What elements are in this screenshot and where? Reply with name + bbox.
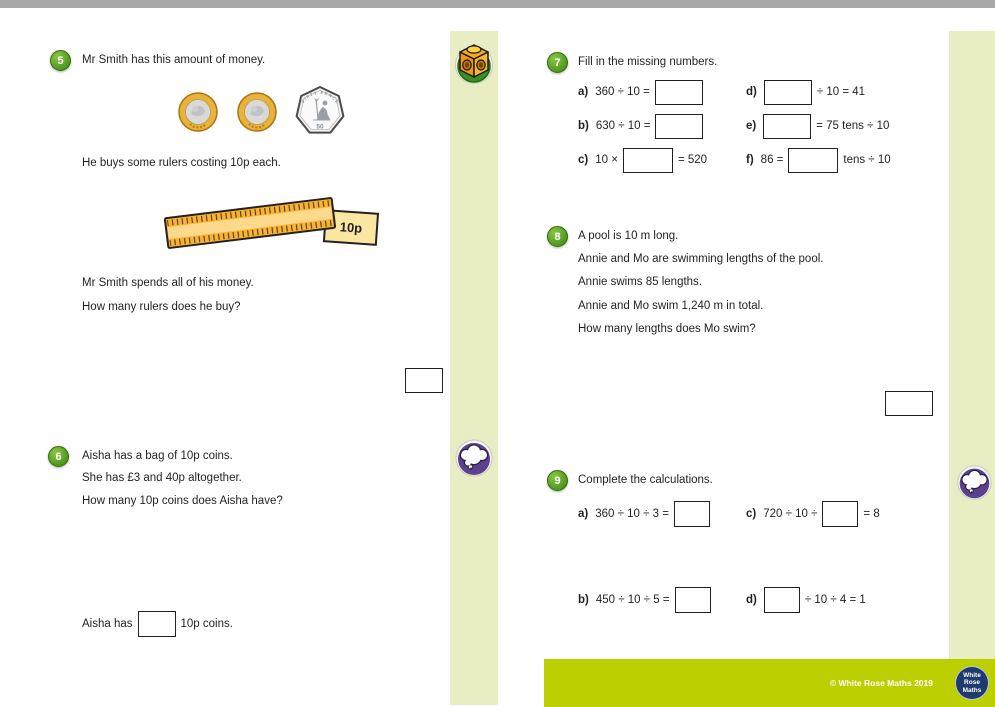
q6-answer-post: 10p coins.: [180, 618, 233, 630]
fifty-pence-coin-icon: [295, 86, 345, 136]
q7-answer-box-a[interactable]: [655, 80, 703, 105]
q5-line3: Mr Smith spends all of his money.: [82, 277, 254, 289]
item-pre: 450 ÷ 10 ÷ 5 =: [595, 594, 670, 606]
q6-answer-row: [82, 611, 233, 637]
item-pre: 360 ÷ 10 ÷ 3 =: [595, 508, 669, 520]
question-6-number: 6: [48, 446, 69, 467]
logo-line: White: [963, 672, 981, 680]
q7-item-f: [746, 147, 891, 173]
copyright-text: © White Rose Maths 2019: [829, 678, 933, 688]
item-label: d): [746, 594, 757, 606]
item-post: tens ÷ 10: [843, 154, 891, 166]
two-pound-coin-icon: [237, 92, 277, 132]
q8-line3: Annie swims 85 lengths.: [578, 276, 703, 288]
thought-bubble-icon: [454, 438, 494, 478]
q6-line2: She has £3 and 40p altogether.: [82, 472, 242, 484]
footer-bar: [544, 659, 995, 707]
item-post: = 520: [677, 154, 708, 166]
q7-answer-box-c[interactable]: [623, 148, 673, 173]
item-post: = 75 tens ÷ 10: [816, 120, 890, 132]
thought-bubble-icon: [956, 464, 993, 501]
fifty-pence-value: 50: [316, 123, 324, 131]
q8-line1: A pool is 10 m long.: [578, 230, 679, 242]
q9-item-c: [746, 501, 880, 527]
q9-answer-box-c[interactable]: [822, 501, 858, 527]
q9-answer-box-b[interactable]: [675, 587, 711, 613]
item-pre: 10 ×: [595, 154, 618, 166]
q7-item-a: [578, 79, 703, 105]
q7-item-c: [578, 147, 707, 173]
q9-item-b: [578, 587, 711, 613]
q8-line2: Annie and Mo are swimming lengths of the pool.: [578, 253, 824, 265]
q7-item-d: [746, 79, 865, 105]
q8-line4: Annie and Mo swim 1,240 m in total.: [578, 300, 764, 312]
q6-answer-pre: Aisha has: [82, 618, 133, 630]
question-9-number: 9: [547, 470, 568, 491]
q7-answer-box-d[interactable]: [764, 80, 812, 105]
q6-answer-box[interactable]: [138, 611, 176, 637]
q5-line2: He buys some rulers costing 10p each.: [82, 157, 281, 169]
q5-line1: Mr Smith has this amount of money.: [82, 54, 266, 66]
q5-answer-box[interactable]: [405, 368, 443, 393]
q6-line3: How many 10p coins does Aisha have?: [82, 495, 283, 507]
q8-answer-box[interactable]: [885, 391, 933, 416]
item-label: d): [746, 86, 757, 98]
question-7-number: 7: [547, 52, 568, 73]
item-label: c): [746, 508, 757, 520]
q9-item-a: [578, 501, 710, 527]
item-post: = 8: [863, 508, 880, 520]
item-pre: 630 ÷ 10 =: [595, 120, 651, 132]
item-post: ÷ 10 ÷ 4 = 1: [804, 594, 866, 606]
right-divider-strip: [949, 31, 995, 659]
q6-line1: Aisha has a bag of 10p coins.: [82, 450, 233, 462]
item-post: ÷ 10 = 41: [816, 86, 866, 98]
item-pre: 720 ÷ 10 ÷: [763, 508, 818, 520]
question-8-number: 8: [547, 226, 568, 247]
q7-item-b: [578, 113, 703, 139]
ruler: [165, 198, 335, 248]
logo-line: Rose: [964, 679, 980, 687]
item-label: c): [578, 154, 589, 166]
item-pre: 86 =: [760, 154, 784, 166]
white-rose-maths-logo: [955, 666, 989, 700]
q7-title: Fill in the missing numbers.: [578, 56, 718, 68]
ruler-with-price-tag-icon: [158, 186, 388, 260]
fifty-pence-arc-text: FIFTY PENCE: [300, 90, 341, 106]
item-label: b): [578, 120, 589, 132]
price-tag-label: 10p: [339, 219, 363, 236]
q9-answer-box-a[interactable]: [674, 501, 710, 527]
q8-line5: How many lengths does Mo swim?: [578, 323, 756, 335]
item-label: f): [746, 154, 754, 166]
q9-title: Complete the calculations.: [578, 474, 713, 486]
item-label: e): [746, 120, 757, 132]
two-pound-coin-icon: [178, 92, 218, 132]
top-border-bar: [0, 0, 995, 8]
q7-answer-box-f[interactable]: [788, 148, 838, 173]
place-value-cube-icon: [453, 41, 495, 85]
item-label: b): [578, 594, 589, 606]
item-label: a): [578, 86, 589, 98]
logo-line: Maths: [962, 686, 982, 694]
q7-answer-box-b[interactable]: [655, 114, 703, 139]
middle-divider-strip: [450, 31, 498, 705]
item-pre: 360 ÷ 10 =: [595, 86, 650, 98]
q9-answer-box-d[interactable]: [764, 587, 800, 613]
q5-line4: How many rulers does he buy?: [82, 301, 241, 313]
q7-item-e: [746, 113, 889, 139]
q7-answer-box-e[interactable]: [763, 114, 811, 139]
q9-item-d: [746, 587, 866, 613]
item-label: a): [578, 508, 589, 520]
question-5-number: 5: [50, 50, 71, 71]
